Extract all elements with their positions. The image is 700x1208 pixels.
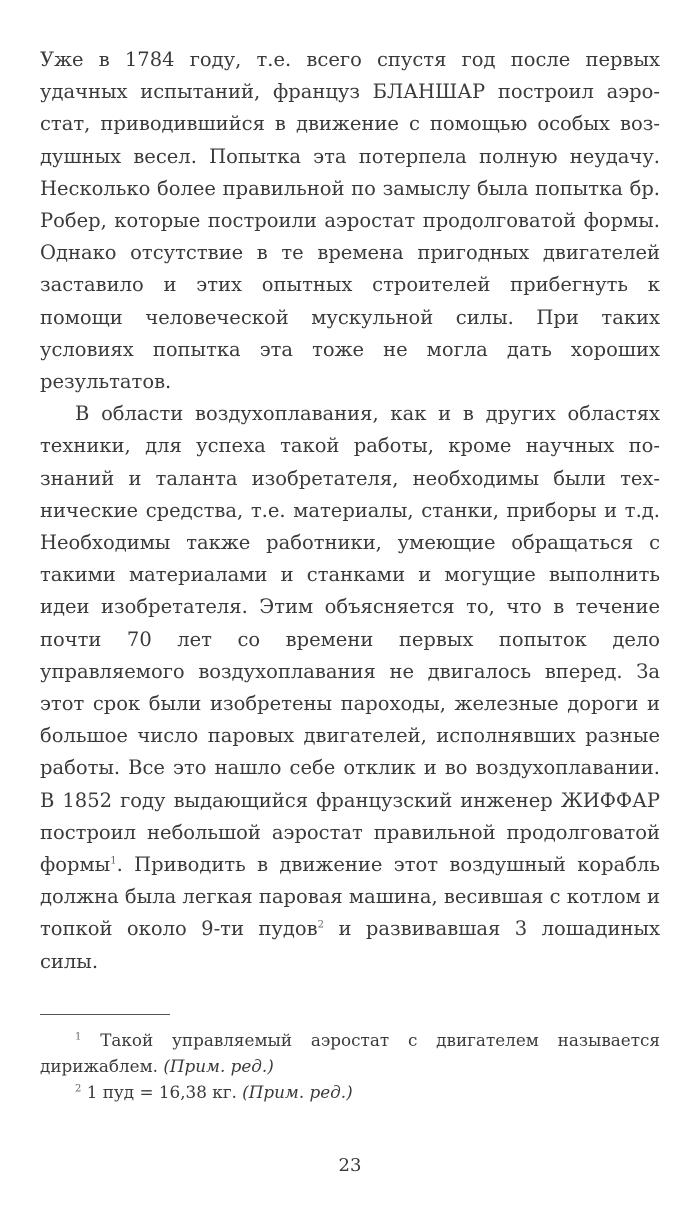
footnote-2 [40, 1079, 660, 1105]
footnote-editor-note-2: (Прим. ред.) [242, 1081, 353, 1102]
paragraph-2 [40, 398, 660, 978]
footnote-editor-note-1: (Прим. ред.) [163, 1055, 274, 1076]
paragraph-2-text-b: . Приводить в движение этот воздушный корабль должна была легкая паровая машина, весившая с котлом и топкой около 9-ти пудов [40, 853, 660, 941]
footnote-divider [40, 1014, 170, 1015]
paragraph-2-text-c: и развивавшая 3 лошадиных силы. [40, 917, 660, 973]
footnote-text-2: 1 пуд = 16,38 кг. [81, 1081, 243, 1102]
footnotes [40, 1027, 660, 1105]
main-text [40, 44, 660, 978]
page-number: 23 [338, 1155, 362, 1176]
paragraph-2-text-a: В области воздухоплавания, как и в других областях техники, для успеха такой работы, кроме научных познаний и таланта изобретателя, необходимы были технические средства, т.е. материалы, станки, приборы и т.д. Необходимы также работники, умеющие обращаться с такими материалами и станками и могущие выполнить идеи изобретателя. Этим объясняется то, что в течение почти 70 лет со времени первых попыток дело управляемого воздухоплавания не двигалось вперед. За этот срок были изобретены пароходы, железные дороги и большое число паровых двигателей, исполнявших разные работы. Все это нашло себе отклик и во воздухоплавании. В 1852 году выдающийся французский инженер ЖИФФАР построил небольшой аэростат правильной продолговатой формы [40, 402, 660, 877]
footnote-1 [40, 1027, 660, 1079]
paragraph-1: Уже в 1784 году, т.е. всего спустя год после первых удачных испытаний, француз БЛАНШАР построил аэростат, приводившийся в движение с помощью особых воздушных весел. Попытка эта потерпела полную неудачу. Несколько более правильной по замыслу была попытка бр. Робер, которые построили аэростат продолговатой формы. Однако отсутствие в те времена пригодных двигателей заставило и этих опытных строителей прибегнуть к помощи человеческой мускульной силы. При таких условиях попытка эта тоже не могла дать хороших результатов. [40, 48, 660, 394]
footnote-ref-2: 2 [317, 919, 324, 931]
footnote-marker-2: 2 [75, 1083, 82, 1095]
footnote-ref-1: 1 [110, 855, 117, 867]
footnote-marker-1: 1 [75, 1031, 82, 1043]
footnote-text-1: Такой управляемый аэростат с двигателем называется дирижаблем. [40, 1029, 660, 1076]
